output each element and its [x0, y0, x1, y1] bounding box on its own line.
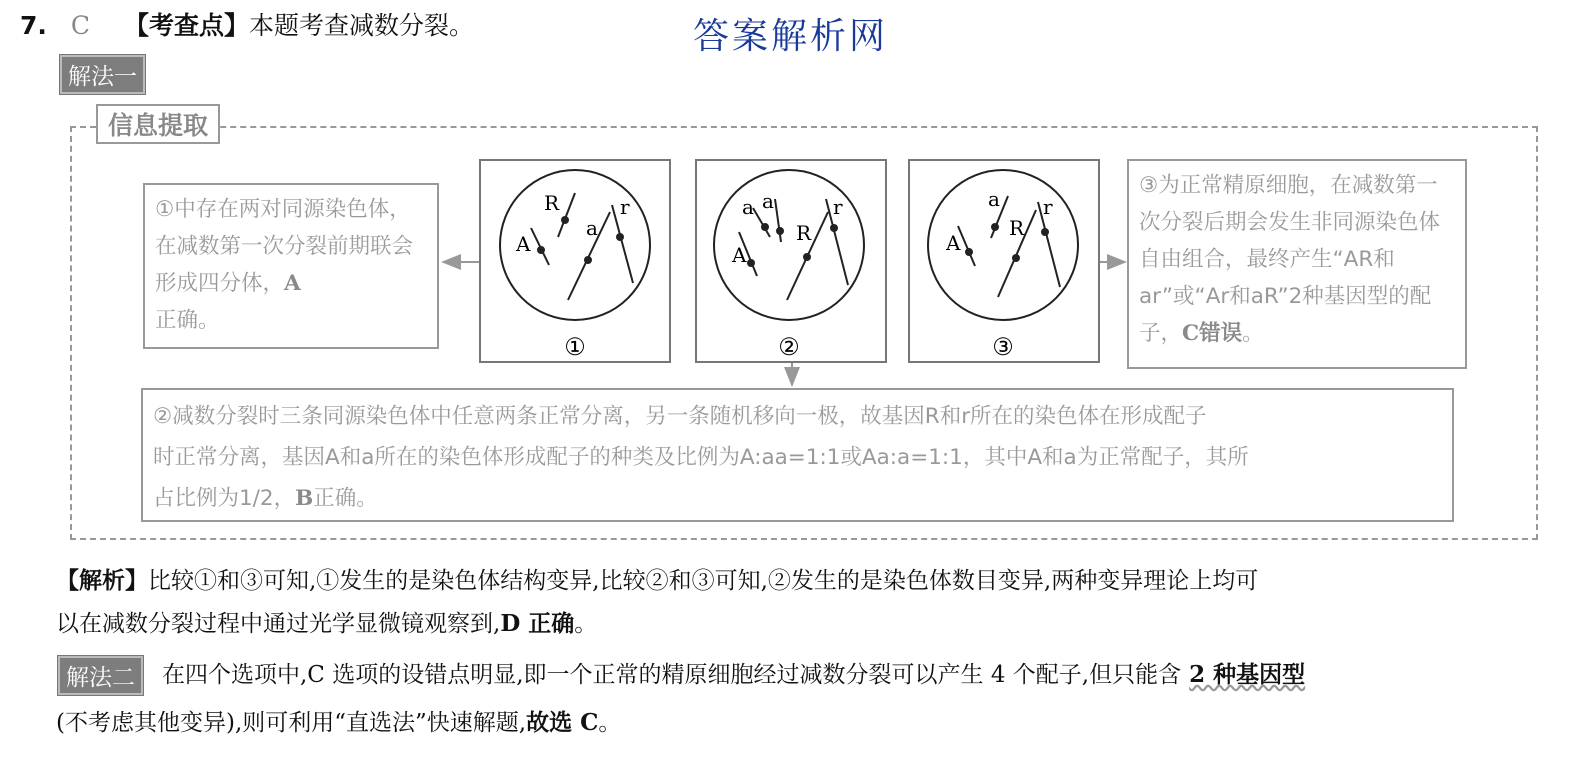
method2-text-2: (不考虑其他变异),则可利用“直选法”快速解题, — [56, 710, 527, 736]
cell-3-label-a: a — [988, 187, 1000, 211]
cell-2-caption: ② — [778, 333, 800, 361]
method2-line2 — [56, 704, 621, 742]
note-bottom-line2: 时正常分离，基因A和a所在的染色体形成配子的种类及比例为A:aa=1:1或Aa:a=1:1，其中A和a为正常配子，其所 — [153, 445, 1249, 470]
cell-1-label-r: r — [620, 195, 630, 219]
cell-2-label-A: A — [732, 243, 747, 267]
note-bottom-line1: ②减数分裂时三条同源染色体中任意两条正常分离，另一条随机移向一极，故基因R和r所在的染色体在形成配子 — [153, 404, 1207, 429]
note-bottom-line3-pre: 占比例为1/2， — [153, 486, 296, 511]
cell-3-label-r: r — [1043, 195, 1053, 219]
question-number-dot: . — [37, 11, 47, 40]
note-right-tail: 。 — [1242, 321, 1264, 346]
analysis-text-1: 比较①和③可知,①发生的是染色体结构变异,比较②和③可知,②发生的是染色体数目变异,两种变异理论上均可 — [148, 568, 1259, 594]
cell-3-caption: ③ — [992, 333, 1014, 361]
method2-label: 解法二 — [58, 656, 143, 695]
note-right-bold: C错误 — [1182, 321, 1243, 346]
note-left-bold: A — [284, 271, 301, 296]
analysis-text-2-end: 。 — [574, 611, 598, 637]
watermark: 答案解析网 — [693, 16, 889, 57]
cell-1-label-a: a — [586, 216, 598, 240]
analysis-text-2: 以在减数分裂过程中通过光学显微镜观察到, — [56, 611, 501, 637]
analysis-bold-d: D 正确 — [500, 610, 575, 637]
analysis-line1 — [56, 562, 1258, 600]
method1-label: 解法一 — [60, 55, 145, 94]
topic-text: 本题考查减数分裂。 — [248, 11, 474, 40]
analysis-line2 — [56, 605, 597, 643]
cell-2-label-a2: a — [762, 189, 774, 213]
note-right-text: ③为正常精原细胞，在减数第一次分裂后期会发生非同源染色体自由组合，最终产生“AR和ar”或“Ar和aR”2种基因型的配子， — [1139, 173, 1441, 346]
cell-frame-3 — [909, 160, 1099, 362]
info-extraction-title: 信息提取 — [96, 104, 220, 144]
cell-3-label-R: R — [1009, 216, 1025, 240]
cell-frame-2 — [696, 160, 886, 362]
question-number: 7 — [20, 11, 38, 40]
method2-line1 — [162, 656, 1305, 694]
method2-bold-genotype: 2 种基因型 — [1189, 661, 1306, 688]
method2-bold-answer: 故选 C — [526, 709, 599, 736]
cell-1-caption: ① — [564, 333, 586, 361]
cell-3-label-A: A — [946, 231, 961, 255]
note-left-text: ①中存在两对同源染色体，在减数第一次分裂前期联会形成四分体， — [155, 197, 414, 296]
cell-2-label-r: r — [833, 195, 843, 219]
answer-letter: C — [70, 11, 90, 40]
note-bottom-line3-bold: B — [295, 486, 314, 511]
cell-frame-1 — [480, 160, 670, 362]
topic-tag: 【考查点】 — [123, 11, 249, 40]
analysis-tag: 【解析】 — [56, 567, 148, 594]
cell-2-chromosomes — [739, 199, 848, 300]
cell-2-label-a1: a — [742, 195, 754, 219]
note-bottom-line3-post: 正确。 — [313, 486, 378, 511]
note-left-tail: 正确。 — [155, 308, 220, 333]
cell-1-label-R: R — [544, 191, 560, 215]
method2-text-1: 在四个选项中,C 选项的设错点明显,即一个正常的精原细胞经过减数分裂可以产生 4 个配子,但只能含 — [162, 662, 1182, 688]
cell-2-label-R: R — [796, 221, 812, 245]
method2-text-2-end: 。 — [598, 710, 622, 736]
cell-1-label-A: A — [516, 232, 531, 256]
